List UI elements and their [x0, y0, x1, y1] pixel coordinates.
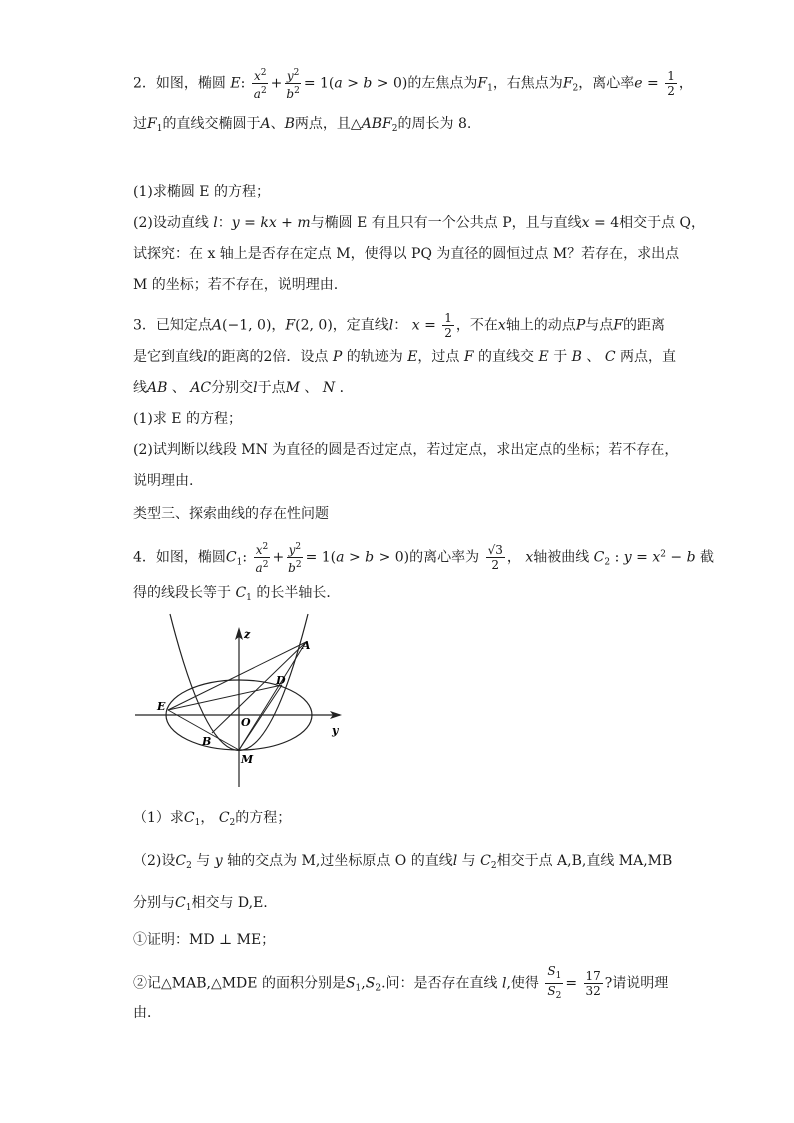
p2-line1: 2．如图，椭圆 E: $\frac{x^2}{a^2}$ + $\frac{y^2}{b^2}$ = 1(a > b > 0)的左焦点为$F_1$，右焦点为$F_2$，离心率e = $\frac{1}{2}$ ，	[133, 68, 693, 101]
p2-q1: (1)求椭圆 E 的方程；	[133, 184, 270, 200]
p3-q2-line2: 说明理由.	[133, 473, 194, 489]
ellipse-term-y: $\frac{y^2}{b^2}$	[286, 68, 300, 101]
label-point-a: A	[302, 639, 311, 652]
line-l-frac: $\frac{1}{2}$	[444, 311, 452, 340]
label-point-d: D	[276, 674, 286, 687]
p3-q1: (1)求 E 的方程；	[133, 411, 242, 427]
section-heading: 类型三、探索曲线的存在性问题	[133, 506, 329, 522]
p4-q1: （1）求$C_1$， $C_2$的方程；	[133, 810, 292, 828]
label-point-o: O	[241, 716, 251, 729]
label-point-b: B	[202, 735, 212, 748]
p2-q2-line1: (2)设动直线 l：y = kx + m与椭圆 E 有且只有一个公共点 P，且与直线x = 4相交于点 Q，	[133, 215, 706, 231]
area-ratio-frac: $\frac{S_1}{S_2}$	[547, 964, 562, 1001]
p4-s2-line1: ②记△MAB,△MDE 的面积分别是$S_1,S_2$.问：是否存在直线 l,使得 $\frac{S_1}{S_2}$ = $\frac{17}{32}$ ?请说明理	[133, 964, 669, 1001]
segment-ed	[168, 685, 282, 710]
ellipse-term-x: $\frac{x^2}{a^2}$	[253, 68, 267, 101]
p4-s1: ①证明：MD ⊥ ME；	[133, 932, 276, 948]
p4-q2-line1: （2)设$C_2$ 与 y 轴的交点为 M,过坐标原点 O 的直线l 与 $C_2$相交于点 A,B,直线 MA,MB	[133, 853, 673, 871]
p2-q2-line2: 试探究：在 x 轴上是否存在定点 M，使得以 PQ 为直径的圆恒过点 M？若存在，求出点	[133, 246, 680, 262]
p4-q2-line2: 分别与$C_1$相交与 D,E.	[133, 895, 268, 913]
p3-line3: 线AB 、 AC分别交l于点M 、 N ．	[133, 380, 354, 396]
label-axis-z: z	[244, 628, 251, 641]
p4-s2-line2: 由．	[133, 1005, 161, 1021]
p2-line2: 过$F_1$的直线交椭圆于A、B两点，且$\triangle ABF_2$的周长为 8.	[133, 116, 472, 134]
p3-q2-line1: (2)试判断以线段 MN 为直径的圆是否过定点，若过定点，求出定点的坐标；若不存在，	[133, 442, 679, 458]
label-point-m: M	[241, 753, 254, 766]
p3-line2: 是它到直线l的距离的2倍．设点 P 的轨迹为 E，过点 F 的直线交 E 于 B 、 C 两点，直	[133, 349, 677, 365]
label-axis-y: y	[332, 724, 339, 737]
eccentricity-frac: $\frac{1}{2}$	[667, 69, 675, 98]
p4-line2: 得的线段长等于 $C_1$ 的长半轴长．	[133, 585, 341, 603]
p2-q2-line3: M 的坐标；若不存在，说明理由.	[133, 277, 339, 293]
figure-ellipse-parabola	[130, 612, 350, 802]
p4-line1: 4．如图，椭圆$C_1$: $\frac{x^2}{a^2}$ + $\frac{y^2}{b^2}$ = 1(a > b > 0)的离心率为 $\frac{√3}{2}$ ， x轴被曲线 $C_2$ : $y = x^2 - b$ 截	[133, 542, 715, 575]
p3-line1: 3．已知定点A(−1, 0)，F(2, 0)，定直线l： x = $\frac{1}{2}$ ，不在x轴上的动点P与点F的距离	[133, 311, 665, 340]
ratio-17-32: $\frac{17}{32}$	[585, 969, 601, 998]
eccentricity-sqrt3: $\frac{√3}{2}$	[487, 543, 503, 572]
label-point-e: E	[157, 700, 166, 713]
